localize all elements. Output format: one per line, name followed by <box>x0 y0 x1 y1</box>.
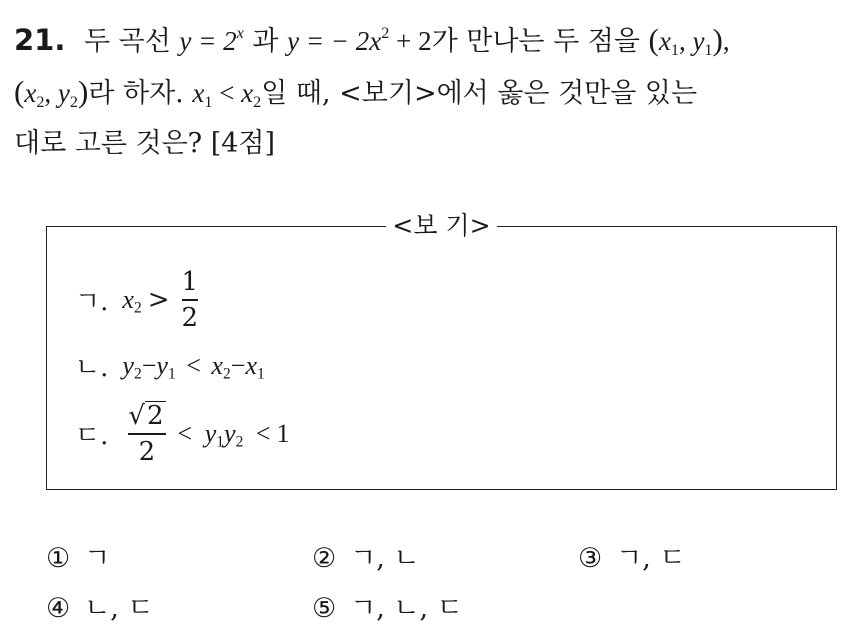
bogi-item-a: ㄱ. $x_2$ > $\frac{1}{2}$ <box>75 267 199 333</box>
fraction-sqrt2-over-2: √ 2 2 <box>128 401 164 467</box>
question-meet: 가 만나는 두 점을 <box>431 26 640 57</box>
fraction-one-half: $\frac{1}{2}$ <box>181 267 199 333</box>
bogi-label-a: ㄱ. <box>75 287 109 318</box>
conjunction: 과 <box>252 26 279 57</box>
question-line2-b: 일 때, <보기>에서 옳은 것만을 있는 <box>261 78 698 109</box>
bogi-item-b: ㄴ. $y_2-y_1 < x_2-x_1$ <box>75 347 265 384</box>
choice-3[interactable]: ③ ㄱ, ㄷ <box>578 543 686 574</box>
question-line-3: 대로 고른 것은? [4점] <box>14 128 276 159</box>
question-line-2 <box>14 66 849 118</box>
choice-2[interactable]: ② ㄱ, ㄴ <box>312 543 420 574</box>
question-line2-a: 라 하자. <box>88 78 184 109</box>
order-condition: $x_1 < x_2$ <box>192 78 262 111</box>
point-2: ($x_2$, $y_2$) <box>14 74 89 111</box>
choice-1[interactable]: ① ㄱ <box>46 543 111 574</box>
choice-4[interactable]: ④ ㄴ, ㄷ <box>46 593 154 624</box>
bogi-box <box>46 211 837 490</box>
question-intro: 두 곡선 <box>83 26 171 57</box>
question-line-1 <box>14 14 849 66</box>
bogi-label-b: ㄴ. <box>75 353 109 383</box>
question-number: 21. <box>14 23 66 57</box>
bogi-label-c: ㄷ. <box>75 421 109 452</box>
point-1: ($x_1$, $y_1$), <box>648 22 730 59</box>
bogi-title: <보 기> <box>47 208 836 244</box>
curve-1: $y = 2^x$ <box>179 23 244 56</box>
curve-2: y = − $2x^2 + 2$ <box>287 23 432 56</box>
bogi-item-c: ㄷ. √ 2 2 < $y_1y_2 < 1$ <box>75 401 290 467</box>
question-text <box>14 14 849 170</box>
choice-5[interactable]: ⑤ ㄱ, ㄴ, ㄷ <box>312 593 463 624</box>
